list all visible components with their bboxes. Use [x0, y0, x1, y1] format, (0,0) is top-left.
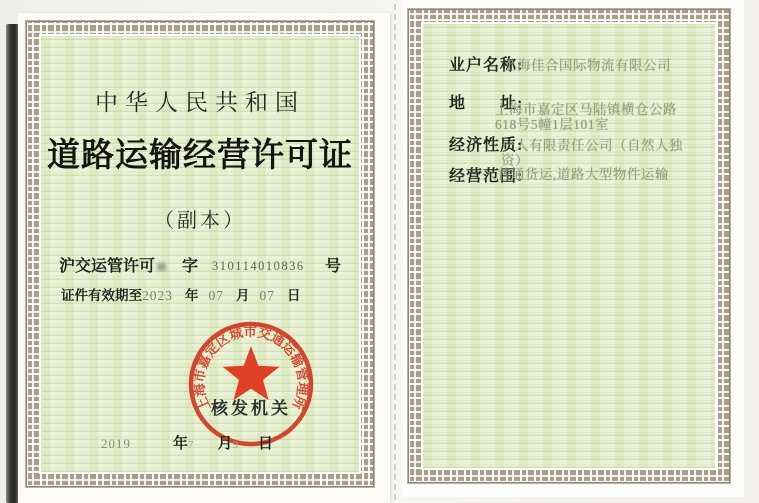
validity-month: 07	[208, 288, 224, 303]
copy-type-label: （副本）	[154, 210, 246, 232]
validity-month-unit: 月	[236, 288, 250, 303]
license-hao: 号	[324, 258, 341, 275]
country-title: 中华人民共和国	[95, 90, 305, 115]
issue-day-unit: 日	[258, 436, 274, 452]
validity-day: 07	[259, 288, 275, 303]
field-value-address: 上海市嘉定区马陆镇横仓公路618号5幢1层101室	[495, 102, 677, 132]
page-fold-edge	[394, 4, 396, 500]
permit-title: 道路运输经营许可证	[47, 136, 353, 173]
right-page	[402, 0, 744, 497]
validity-day-unit: 日	[287, 288, 301, 303]
issuer-label: 核发机关	[211, 399, 291, 418]
issue-day: 9	[232, 439, 239, 451]
seal-star-icon	[223, 346, 280, 400]
validity-row	[61, 284, 311, 304]
redaction-smudge	[157, 263, 166, 271]
field-label-business-name: 业户名称:	[449, 57, 524, 74]
validity-year: 2023	[142, 288, 173, 303]
license-number-row	[59, 253, 345, 275]
field-label-economic-nature: 经济性质:	[449, 137, 524, 154]
issue-year-unit: 年	[173, 436, 189, 452]
field-value-economic-nature: 一人有限责任公司（自然人独资）	[501, 138, 683, 168]
issue-month: 7	[188, 439, 194, 451]
license-number: 310114010836	[212, 259, 305, 273]
left-page	[18, 13, 390, 503]
validity-year-unit: 年	[185, 288, 199, 303]
issue-date-row	[101, 432, 361, 453]
license-zi: 字	[182, 258, 199, 275]
field-value-business-scope: 普通货运,道路大型物件运输	[497, 167, 669, 182]
seal-text: 上海市嘉定区城市交通运输管理所	[191, 324, 311, 414]
field-value-business-name: 上海佳合国际物流有限公司	[503, 58, 671, 73]
validity-label: 证件有效期至	[61, 288, 142, 303]
issue-year: 2019	[101, 436, 131, 451]
right-page-border-frame	[408, 9, 730, 483]
license-prefix: 沪交运管许可	[59, 258, 156, 275]
right-page-content-area	[421, 22, 717, 470]
issue-month-unit: 月	[217, 436, 233, 452]
field-label-address: 地 址:	[449, 95, 524, 112]
field-label-business-scope: 经营范围:	[449, 168, 524, 185]
left-page-content-area	[39, 34, 361, 474]
left-page-border-frame	[26, 21, 374, 487]
